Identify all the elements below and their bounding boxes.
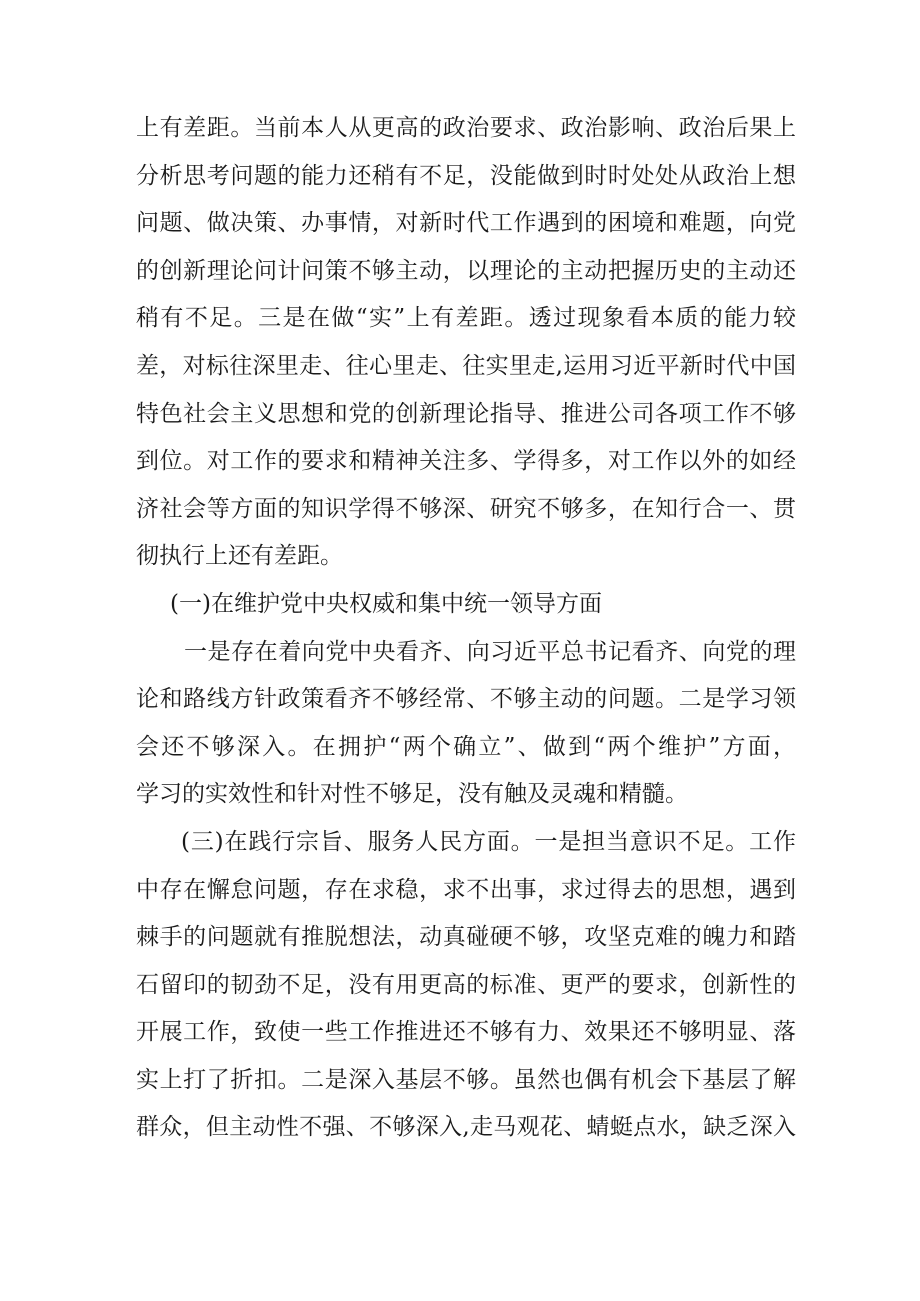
body-line: 到位。对工作的要求和精神关注多、学得多，对工作以外的如经: [136, 448, 796, 475]
body-line: 分析思考问题的能力还稍有不足，没能做到时时处处从政治上想: [136, 162, 796, 189]
body-line: 上有差距。当前本人从更高的政治要求、政治影响、政治后果上: [136, 115, 796, 141]
body-line: 开展工作，致使一些工作推进还不够有力、效果还不够明显、落: [136, 1019, 796, 1046]
body-line: 稍有不足。三是在做“实”上有差距。透过现象看本质的能力较: [136, 305, 796, 332]
body-line: 实上打了折扣。二是深入基层不够。虽然也偶有机会下基层了解: [136, 1066, 796, 1093]
body-line: 彻执行上还有差距。: [136, 543, 343, 570]
body-line: 论和路线方针政策看齐不够经常、不够主动的问题。二是学习领: [136, 686, 796, 713]
body-line: 一是存在着向党中央看齐、向习近平总书记看齐、向党的理: [184, 638, 796, 665]
body-line: 特色社会主义思想和党的创新理论指导、推进公司各项工作不够: [136, 400, 796, 427]
body-line: 会还不够深入。在拥护“两个确立”、做到“两个维护”方面，: [136, 733, 796, 760]
body-line: 中存在懈怠问题，存在求稳，求不出事，求过得去的思想，遇到: [136, 876, 796, 903]
body-line: 差，对标往深里走、往心里走、往实里走,运用习近平新时代中国: [136, 352, 796, 379]
body-line: 棘手的问题就有推脱想法，动真碰硬不够，攻坚克难的魄力和踏: [136, 924, 796, 951]
section-heading-line: (三)在践行宗旨、服务人民方面。一是担当意识不足。工作: [181, 828, 796, 855]
body-line: 群众，但主动性不强、不够深入,走马观花、蜻蜓点水，缺乏深入: [136, 1114, 796, 1141]
body-line: 问题、做决策、办事情，对新时代工作遇到的困境和难题，向党: [136, 210, 796, 237]
body-line: 济社会等方面的知识学得不够深、研究不够多，在知行合一、贯: [136, 495, 796, 522]
body-line: 石留印的韧劲不足，没有用更高的标准、更严的要求，创新性的: [136, 971, 796, 998]
document-body: [136, 105, 796, 1152]
body-line: 的创新理论问计问策不够主动，以理论的主动把握历史的主动还: [136, 257, 796, 284]
section-heading: (一)在维护党中央权威和集中统一领导方面: [170, 590, 602, 617]
body-line: 学习的实效性和针对性不够足，没有触及灵魂和精髓。: [136, 781, 688, 808]
